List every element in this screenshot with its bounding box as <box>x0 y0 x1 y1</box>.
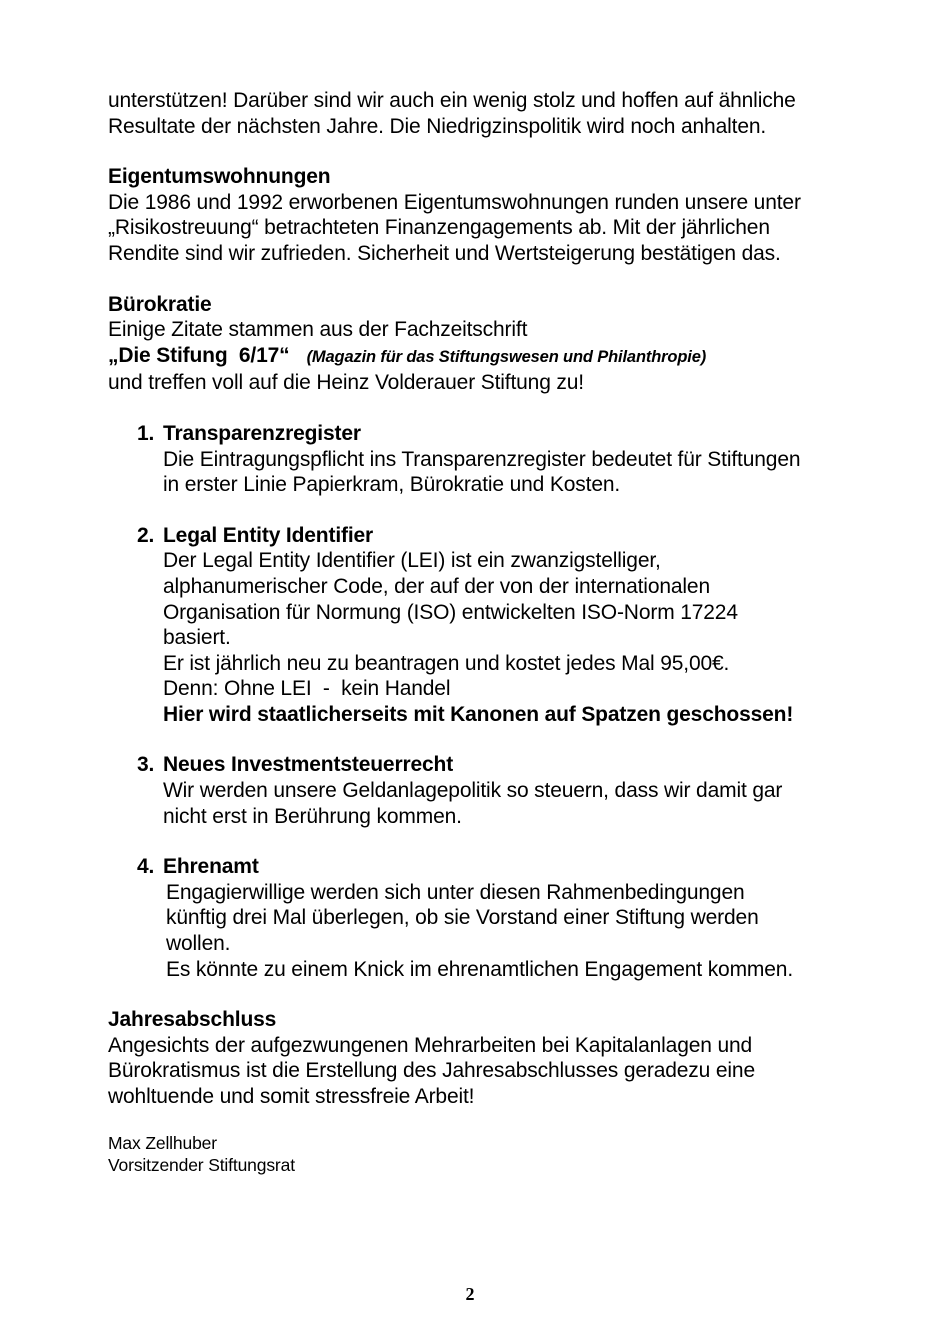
spacer <box>108 396 848 421</box>
list-item-title: Legal Entity Identifier <box>163 523 374 547</box>
body-line-emphasis: Hier wird staatlicherseits mit Kanonen auf Spatzen geschossen! <box>163 702 794 726</box>
section-buerokratie <box>108 292 848 396</box>
body-line: Es könnte zu einem Knick im ehrenamtlichen Engagement kommen. <box>166 957 794 981</box>
body-line: Er ist jährlich neu zu beantragen und kostet jedes Mal 95,00€. <box>163 651 730 675</box>
list-item-marker: 2. <box>137 523 155 547</box>
body-line: Der Legal Entity Identifier (LEI) ist ein zwanzigstelliger, <box>163 549 661 573</box>
section-body <box>108 317 848 396</box>
signature-block <box>108 1132 848 1176</box>
body-line: Wir werden unsere Geldanlagepolitik so steuern, dass wir damit gar <box>163 779 783 803</box>
body-line: „Risikostreuung“ betrachteten Finanzengagements ab. Mit der jährlichen <box>108 216 770 240</box>
list-item-body <box>163 447 848 498</box>
list-item <box>108 752 848 829</box>
body-line: wohltuende und somit stressfreie Arbeit! <box>108 1085 475 1108</box>
body-line: in erster Linie Papierkram, Bürokratie und Kosten. <box>163 473 621 497</box>
body-line: nicht erst in Berührung kommen. <box>163 804 462 828</box>
spacer <box>108 267 848 292</box>
list-item-marker: 1. <box>137 421 155 445</box>
numbered-list <box>108 421 848 982</box>
body-line: Denn: Ohne LEI - kein Handel <box>163 677 451 701</box>
list-item-title: Ehrenamt <box>163 855 259 879</box>
signature-role: Vorsitzender Stiftungsrat <box>108 1154 295 1175</box>
section-heading: Bürokratie <box>108 292 212 316</box>
list-item <box>108 854 848 982</box>
section-heading: Jahresabschluss <box>108 1008 277 1032</box>
list-item-title: Neues Investmentsteuerrecht <box>163 753 454 777</box>
intro-paragraph <box>108 88 848 139</box>
magazine-subtitle: (Magazin für das Stiftungswesen und Philanthropie) <box>306 347 707 366</box>
spacer <box>108 139 848 164</box>
list-item-body <box>163 548 848 727</box>
body-line: und treffen voll auf die Heinz Volderauer Stiftung zu! <box>108 371 584 395</box>
magazine-spacer <box>290 344 307 367</box>
list-item-title: Transparenzregister <box>163 421 361 445</box>
body-line: Bürokratismus ist die Erstellung des Jahresabschlusses geradezu eine <box>108 1059 755 1083</box>
body-line: basiert. <box>163 626 231 650</box>
body-line: Engagierwillige werden sich unter diesen Rahmenbedingungen <box>166 880 745 904</box>
list-item-marker: 3. <box>137 753 155 777</box>
body-line: Die Eintragungspflicht ins Transparenzregister bedeutet für Stiftungen <box>163 447 801 471</box>
list-item-body <box>163 778 848 829</box>
spacer <box>108 982 848 1007</box>
body-line: künftig drei Mal überlegen, ob sie Vorstand einer Stiftung werden <box>166 906 759 930</box>
intro-line: unterstützen! Darüber sind wir auch ein wenig stolz und hoffen auf ähnliche <box>108 89 796 112</box>
body-line: Angesichts der aufgezwungenen Mehrarbeiten bei Kapitalanlagen und <box>108 1033 753 1057</box>
body-line: wollen. <box>166 932 231 956</box>
spacer <box>108 1110 848 1132</box>
intro-line: Resultate der nächsten Jahre. Die Niedrigzinspolitik wird noch anhalten. <box>108 114 767 138</box>
magazine-title: „Die Stifung 6/17“ <box>108 343 290 367</box>
body-line: alphanumerischer Code, der auf der von der internationalen <box>163 574 710 598</box>
list-item <box>108 421 848 498</box>
page-number: 2 <box>465 1284 475 1304</box>
signature-name: Max Zellhuber <box>108 1132 217 1153</box>
section-body <box>108 190 848 267</box>
section-heading: Eigentumswohnungen <box>108 165 331 189</box>
body-line: Rendite sind wir zufrieden. Sicherheit und Wertsteigerung bestätigen das. <box>108 241 781 265</box>
list-item-marker: 4. <box>137 855 155 879</box>
section-jahresabschluss <box>108 1007 848 1109</box>
list-item-body <box>163 880 848 982</box>
section-body <box>108 1033 848 1110</box>
body-line: Organisation für Normung (ISO) entwickelten ISO-Norm 17224 <box>163 600 738 624</box>
list-item <box>108 523 848 728</box>
body-line: Einige Zitate stammen aus der Fachzeitschrift <box>108 318 528 342</box>
section-eigentumswohnungen <box>108 164 848 266</box>
body-line: Die 1986 und 1992 erworbenen Eigentumswohnungen runden unsere unter <box>108 190 801 214</box>
magazine-citation <box>108 344 706 367</box>
